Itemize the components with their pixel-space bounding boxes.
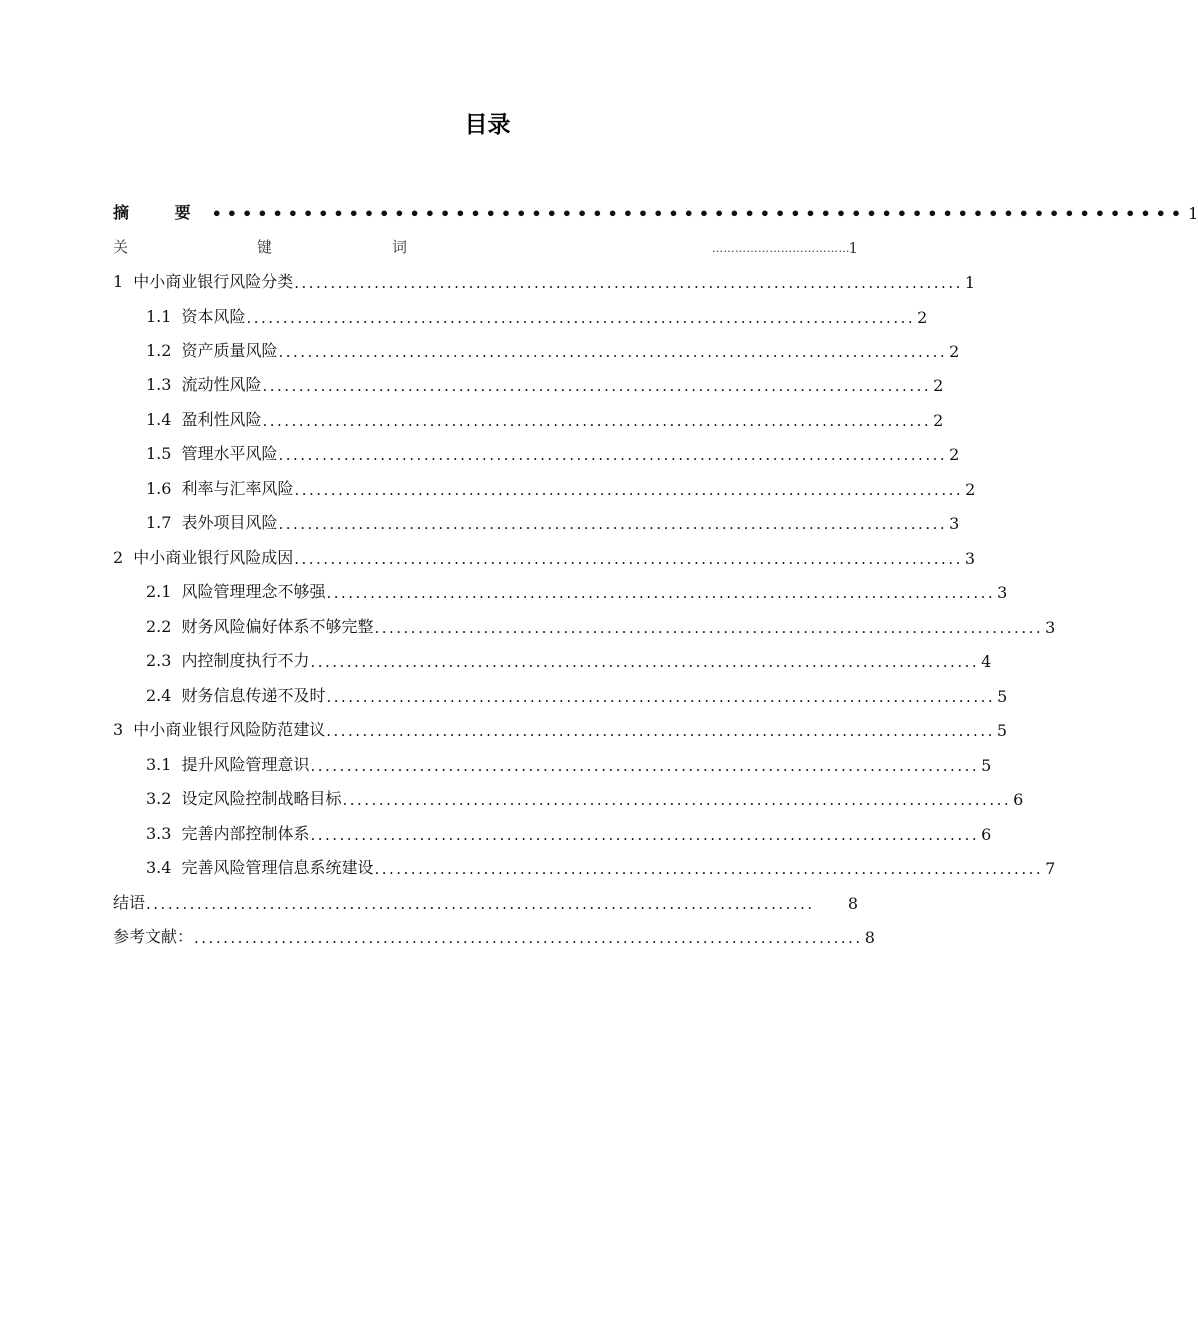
- toc-entry-section-1-6[interactable]: [146, 475, 976, 499]
- toc-page-number: 2: [965, 480, 976, 499]
- toc-page-number: 3: [949, 514, 960, 533]
- toc-entry-char: 键: [257, 238, 273, 256]
- toc-leader-dots: ………………………………: [712, 242, 850, 255]
- toc-entry-label: 资产质量风险: [181, 341, 278, 360]
- toc-entry-number: 2.2: [146, 617, 172, 636]
- toc-page-number: 2: [933, 376, 944, 395]
- toc-leader-dots: ............................................................................................: [374, 860, 1044, 878]
- toc-entry-label: 表外项目风险: [181, 513, 278, 532]
- toc-entry-number: 1.7: [146, 513, 172, 532]
- toc-leader-dots: ............................................................................................: [326, 722, 995, 740]
- toc-page-number: 5: [981, 756, 992, 775]
- toc-page-number: 2: [949, 445, 960, 464]
- toc-entry-number: 1.3: [146, 375, 172, 394]
- toc-entry-section-1-4[interactable]: [146, 406, 944, 430]
- toc-entry-section-3-1[interactable]: [146, 751, 992, 775]
- toc-entry-number: 3: [113, 720, 124, 739]
- toc-entry-section-1[interactable]: [113, 268, 976, 292]
- toc-leader-dots: ............................................................................................: [310, 757, 980, 775]
- toc-leader-dots: ............................................................................................: [278, 446, 948, 464]
- toc-entry-label: 流动性风险: [181, 375, 262, 394]
- toc-entry-number: 1: [113, 272, 124, 291]
- toc-leader-dots: ............................................................................................: [278, 515, 948, 533]
- toc-entry-section-3-3[interactable]: [146, 820, 992, 844]
- toc-page-number: 2: [917, 308, 928, 327]
- toc-leader-dots: ............................................................................................: [310, 653, 980, 671]
- toc-entry-number: 3.1: [146, 755, 172, 774]
- toc-leader-dots: ............................................................................................: [294, 274, 963, 292]
- toc-page-number: 6: [981, 825, 992, 844]
- page-title: 目录: [464, 112, 511, 138]
- toc-entry-number: 2: [113, 548, 124, 567]
- toc-leader-dots: ............................................................................................: [326, 584, 996, 602]
- toc-entry-label: 设定风险控制战略目标: [181, 789, 342, 808]
- toc-entry-number: 3.3: [146, 824, 172, 843]
- toc-page-number: 7: [1045, 859, 1056, 878]
- toc-entry-section-1-3[interactable]: [146, 371, 944, 395]
- toc-entry-section-2-3[interactable]: [146, 647, 992, 671]
- toc-leader-dots: ............................................................................................: [246, 309, 916, 327]
- toc-entry-number: 3.4: [146, 858, 172, 877]
- toc-entry-references[interactable]: [113, 923, 875, 947]
- toc-entry-char: 关: [113, 238, 129, 256]
- toc-page-number: 8: [847, 894, 858, 913]
- toc-page-number: 2: [933, 411, 944, 430]
- toc-entry-section-2-4[interactable]: [146, 682, 1008, 706]
- toc-entry-number: 2.3: [146, 651, 172, 670]
- toc-entry-label: 风险管理理念不够强: [181, 582, 326, 601]
- toc-entry-label: 摘 要: [113, 203, 211, 222]
- toc-entry-number: 1.1: [146, 307, 172, 326]
- toc-entry-section-1-1[interactable]: [146, 303, 928, 327]
- toc-entry-label: 结语: [113, 893, 146, 912]
- toc-leader-dots: ............................................................................................: [262, 412, 932, 430]
- toc-entry-abstract[interactable]: [113, 199, 1198, 223]
- toc-page-number: 1: [1188, 204, 1198, 223]
- toc-entry-section-3-4[interactable]: [146, 854, 1056, 878]
- toc-page-number: 1: [848, 239, 858, 257]
- toc-entry-section-2-2[interactable]: [146, 613, 1056, 637]
- toc-leader-dots: ............................................................................................: [294, 550, 963, 568]
- toc-page-number: 5: [996, 721, 1008, 740]
- toc-leader-dots: ............................................................................................: [326, 688, 996, 706]
- toc-entry-number: 1.6: [146, 479, 172, 498]
- toc-entry-number: 1.2: [146, 341, 172, 360]
- toc-entry-label: 利率与汇率风险: [181, 479, 294, 498]
- toc-entry-section-1-7[interactable]: [146, 509, 960, 533]
- toc-page-number: 2: [949, 342, 960, 361]
- toc-entry-label: 完善风险管理信息系统建设: [181, 858, 374, 877]
- toc-page-number: 6: [1013, 790, 1024, 809]
- toc-entry-label: 财务风险偏好体系不够完整: [181, 617, 374, 636]
- toc-leader-dots: ............................................................................................: [342, 791, 1012, 809]
- toc-entry-label: 内控制度执行不力: [181, 651, 310, 670]
- toc-entry-label: 中小商业银行风险成因: [133, 548, 294, 567]
- toc-entry-label: 中小商业银行风险防范建议: [133, 720, 326, 739]
- toc-page-number: 1: [964, 273, 976, 292]
- toc-entry-label: 资本风险: [181, 307, 246, 326]
- toc-leader-dots: ............................................................................................: [146, 895, 815, 913]
- toc-entry-label: 提升风险管理意识: [181, 755, 310, 774]
- toc-page-number: 3: [1045, 618, 1056, 637]
- toc-entry-number: 2.4: [146, 686, 172, 705]
- toc-entry-label: 管理水平风险: [181, 444, 278, 463]
- toc-entry-keywords[interactable]: [113, 233, 858, 257]
- toc-entry-section-3-2[interactable]: [146, 785, 1024, 809]
- toc-entry-section-1-2[interactable]: [146, 337, 960, 361]
- toc-page-number: 5: [997, 687, 1008, 706]
- toc-page-number: 3: [964, 549, 976, 568]
- toc-leader-dots: ............................................................................................: [310, 826, 980, 844]
- toc-entry-label: 中小商业银行风险分类: [133, 272, 294, 291]
- toc-entry-number: 2.1: [146, 582, 172, 601]
- toc-entry-section-2-1[interactable]: [146, 578, 1008, 602]
- toc-leader-dots: ............................................................................................: [278, 343, 948, 361]
- toc-page-number: 3: [997, 583, 1008, 602]
- toc-page-number: 4: [981, 652, 992, 671]
- toc-entry-label: 盈利性风险: [181, 410, 262, 429]
- toc-entry-number: 1.4: [146, 410, 172, 429]
- toc-entry-number: 1.5: [146, 444, 172, 463]
- toc-entry-section-2[interactable]: [113, 544, 976, 568]
- toc-leader-dots: ............................................................................................: [262, 377, 932, 395]
- toc-entry-section-1-5[interactable]: [146, 440, 960, 464]
- toc-entry-label: 完善内部控制体系: [181, 824, 310, 843]
- toc-entry-label: 参考文献：: [113, 927, 194, 946]
- toc-entry-label: 财务信息传递不及时: [181, 686, 326, 705]
- toc-entry-number: 3.2: [146, 789, 172, 808]
- toc-entry-section-3[interactable]: [113, 716, 1008, 740]
- toc-leader-dots: ............................................................................................: [194, 929, 863, 947]
- toc-leader-dots: ............................................................................................: [294, 481, 964, 499]
- toc-entry-char: 词: [392, 238, 408, 256]
- toc-entry-conclusion[interactable]: [113, 889, 858, 913]
- toc-page-number: 8: [864, 928, 875, 947]
- toc-leader-dots: ••••••••••••••••••••••••••••••••••••••••••••••••••••••••••••••••: [211, 204, 1187, 223]
- toc-leader-dots: ............................................................................................: [374, 619, 1044, 637]
